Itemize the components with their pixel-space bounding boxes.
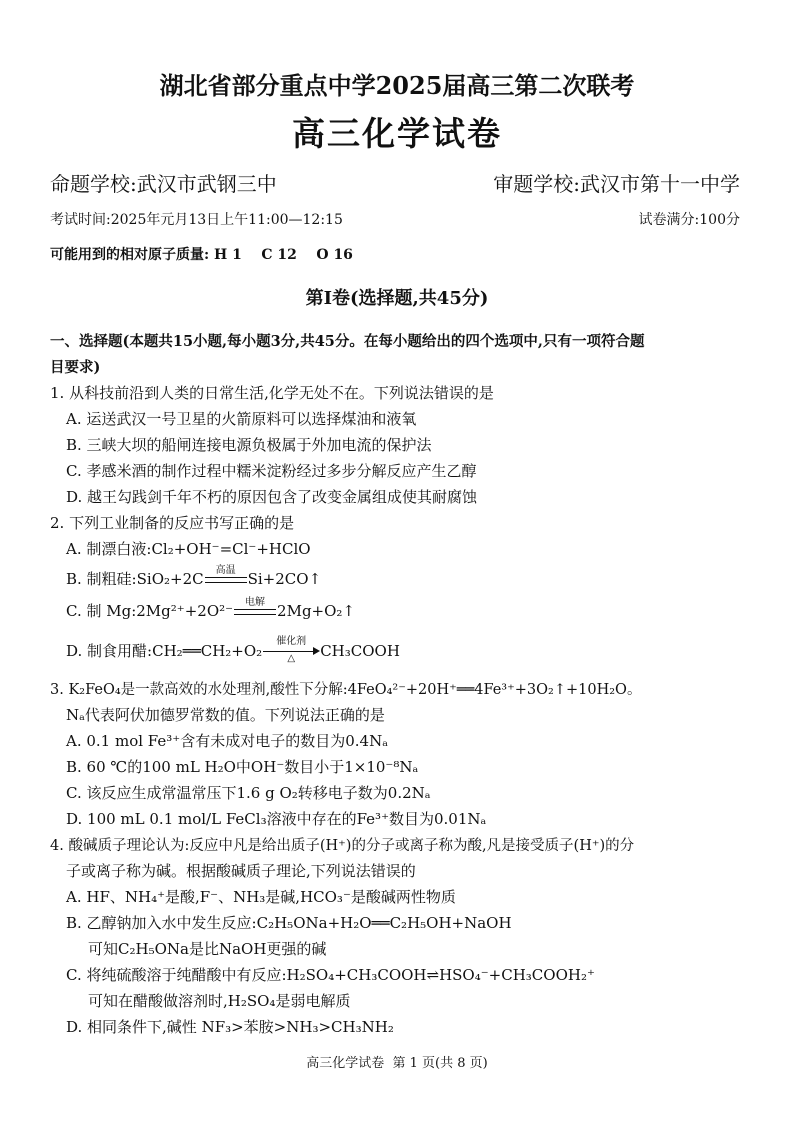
section-instruction-line1: 一、选择题(本题共15小题,每小题3分,共45分。在每小题给出的四个选项中,只有一项符合题	[50, 333, 645, 350]
question-1-stem: 1. 从科技前沿到人类的日常生活,化学无处不在。下列说法错误的是	[50, 384, 494, 402]
question-3-option-a: A. 0.1 mol Fe³⁺含有未成对电子的数目为0.4Nₐ	[66, 732, 388, 750]
option-label: D. 制食用醋:	[66, 642, 153, 660]
condition-text-top: 催化剂	[276, 636, 307, 647]
question-2-option-a	[66, 538, 311, 559]
reaction-condition	[205, 565, 247, 587]
question-1-option-d: D. 越王勾践剑千年不朽的原因包含了改变金属组成使其耐腐蚀	[66, 488, 478, 506]
question-3-option-d: D. 100 mL 0.1 mol/L FeCl₃溶液中存在的Fe³⁺数目为0.01Nₐ	[66, 810, 487, 828]
arrow-line	[263, 651, 314, 652]
atomic-masses: 可能用到的相对原子质量: H 1 C 12 O 16	[50, 247, 353, 263]
equation-left: CH₂══CH₂+O₂	[152, 642, 263, 660]
question-3-stem-line1: 3. K₂FeO₄是一款高效的水处理剂,酸性下分解:4FeO₄²⁻+20H⁺══4Fe³⁺+3O₂↑+10H₂O。	[50, 682, 642, 698]
equation-right: 2Mg+O₂↑	[277, 602, 355, 620]
condition-text: 电解	[245, 597, 266, 608]
section-instruction-line2: 目要求)	[50, 359, 101, 376]
question-4-option-c-line2: 可知在醋酸做溶剂时,H₂SO₄是弱电解质	[88, 992, 351, 1010]
question-4-option-b-line2: 可知C₂H₅ONa是比NaOH更强的碱	[88, 940, 327, 958]
equation-left: 2Mg²⁺+2O²⁻	[136, 602, 234, 620]
option-label: A. 制漂白液:	[66, 540, 152, 558]
exam-title: 湖北省部分重点中学2025届高三第二次联考	[159, 71, 635, 100]
question-2-option-d	[66, 636, 400, 664]
exam-time: 考试时间:2025年元月13日上午11:00—12:15	[50, 212, 343, 228]
question-4-stem-line2: 子或离子称为碱。根据酸碱质子理论,下列说法错误的	[66, 862, 416, 880]
question-3-stem-line2: Nₐ代表阿伏加德罗常数的值。下列说法正确的是	[66, 706, 385, 724]
question-2-option-c	[66, 597, 355, 621]
setter-school: 命题学校:武汉市武钢三中	[50, 172, 277, 196]
condition-text: 高温	[215, 565, 236, 576]
equals-bars	[205, 577, 247, 583]
equation-right: Si+2CO↑	[247, 570, 322, 588]
reaction-condition	[263, 636, 319, 664]
question-3-option-b: B. 60 ℃的100 mL H₂O中OH⁻数目小于1×10⁻⁸Nₐ	[66, 758, 419, 776]
question-4-option-a: A. HF、NH₄⁺是酸,F⁻、NH₃是碱,HCO₃⁻是酸碱两性物质	[66, 888, 456, 906]
full-score: 试卷满分:100分	[638, 212, 740, 228]
question-1-option-a: A. 运送武汉一号卫星的火箭原料可以选择煤油和液氧	[66, 410, 417, 428]
question-2-option-b	[66, 565, 322, 589]
question-1-option-b: B. 三峡大坝的船闸连接电源负极属于外加电流的保护法	[66, 436, 432, 454]
equation: Cl₂+OH⁻=Cl⁻+HClO	[151, 540, 311, 558]
subject-title: 高三化学试卷	[292, 114, 502, 153]
condition-text-bottom: △	[287, 653, 296, 664]
page-footer: 高三化学试卷 第 1 页(共 8 页)	[306, 1056, 488, 1071]
option-label: C. 制 Mg:	[66, 602, 137, 620]
question-3-option-c: C. 该反应生成常温常压下1.6 g O₂转移电子数为0.2Nₐ	[66, 784, 431, 802]
question-4-option-d: D. 相同条件下,碱性 NF₃>苯胺>NH₃>CH₃NH₂	[66, 1018, 394, 1036]
question-4-option-c-line1: C. 将纯硫酸溶于纯醋酸中有反应:H₂SO₄+CH₃COOH⇌HSO₄⁻+CH₃COOH₂⁺	[66, 966, 595, 984]
question-4-option-b-line1: B. 乙醇钠加入水中发生反应:C₂H₅ONa+H₂O══C₂H₅OH+NaOH	[66, 914, 512, 932]
question-2-stem: 2. 下列工业制备的反应书写正确的是	[50, 514, 295, 532]
question-1-option-c: C. 孝感米酒的制作过程中糯米淀粉经过多步分解反应产生乙醇	[66, 462, 477, 480]
question-4-stem-line1: 4. 酸碱质子理论认为:反应中凡是给出质子(H⁺)的分子或离子称为酸,凡是接受质子(H⁺)的分	[50, 838, 635, 854]
reviewer-school: 审题学校:武汉市第十一中学	[493, 172, 740, 196]
option-label: B. 制粗硅:	[66, 570, 137, 588]
section-title: 第Ⅰ卷(选择题,共45分)	[305, 288, 489, 309]
equation-right: CH₃COOH	[320, 642, 400, 660]
equals-bars	[234, 609, 276, 615]
equation-left: SiO₂+2C	[136, 570, 204, 588]
reaction-condition	[234, 597, 276, 619]
